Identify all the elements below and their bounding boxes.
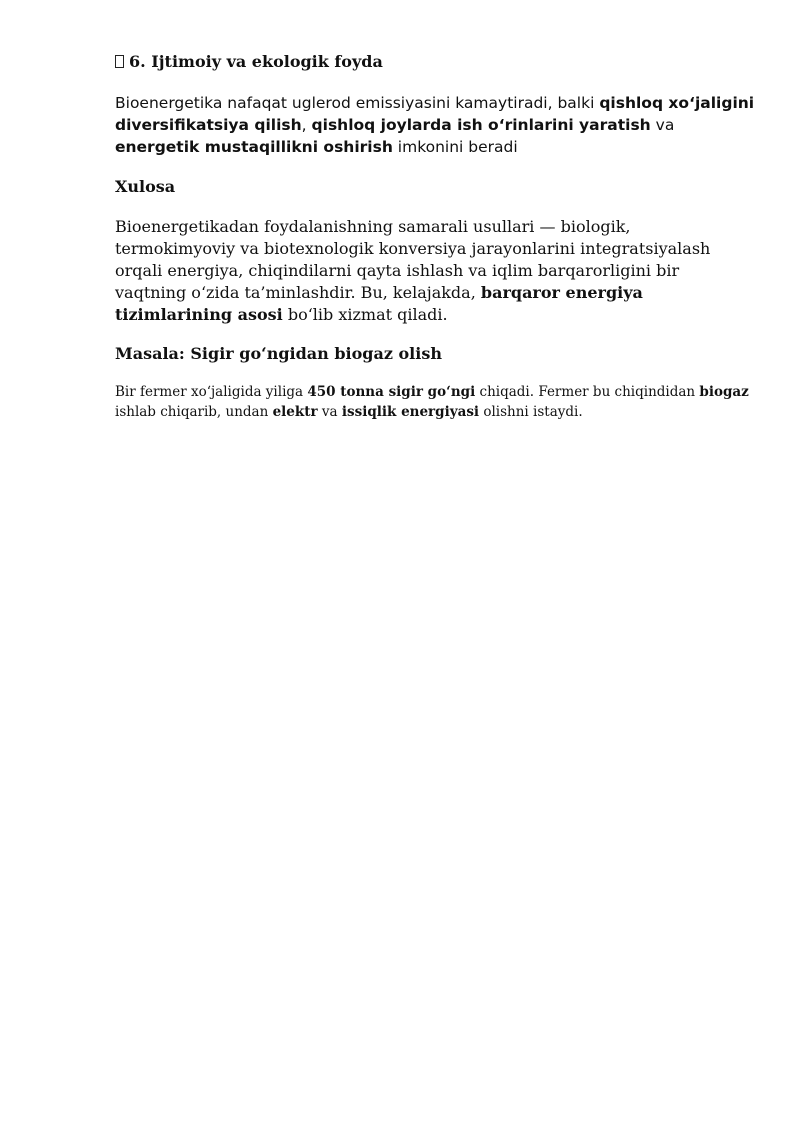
bold-run: issiqlik energiyasi (341, 404, 480, 420)
text-run: chiqadi. Fermer bu chiqindidan (475, 384, 700, 400)
conclusion-heading: Xulosa (115, 177, 176, 196)
text-run: va (317, 404, 342, 420)
bold-run: qishloq joylarda ish o‘rinlarini yaratish (311, 116, 651, 134)
section-6-paragraph (115, 92, 755, 158)
problem-heading: Masala: Sigir go‘ngidan biogaz olish (115, 344, 442, 363)
text-run: imkonini beradi (392, 138, 518, 156)
text-run: Bir fermer xo‘jaligida yiliga (115, 384, 308, 400)
text-run: Bioenergetikadan foydalanishning samarali usullari — biologik, termokimyoviy va biotexnologik konversiya jarayonlarini integratsiyalash orqali energiya, chiqindilarni qayta ishlash va iqlim barqarorligini bir vaqtning o‘zida ta’minlashdir. Bu, kelajakda, (115, 217, 711, 302)
section-6-heading-text: 6. Ijtimoiy va ekologik foyda (129, 52, 383, 71)
section-6-heading (115, 52, 383, 72)
conclusion-paragraph (115, 216, 755, 326)
bold-run: barqaror energiya tizimlarining asosi (115, 283, 643, 324)
unknown-glyph-icon (115, 55, 124, 68)
text-run: bo‘lib xizmat qiladi. (282, 305, 448, 324)
bold-run: 450 tonna sigir go‘ngi (307, 384, 476, 400)
bold-run: elektr (272, 404, 318, 420)
text-run: , (301, 116, 312, 134)
bold-run: biogaz (699, 384, 749, 400)
problem-paragraph (115, 382, 755, 422)
text-run: Bioenergetika nafaqat uglerod emissiyasini kamaytiradi, balki (115, 94, 600, 112)
bold-run: qishloq xo‘jaligini diversifikatsiya qilish (115, 94, 755, 134)
text-run: va (650, 116, 675, 134)
text-run: ishlab chiqarib, undan (115, 404, 273, 420)
text-run: olishni istaydi. (479, 404, 583, 420)
bold-run: energetik mustaqillikni oshirish (115, 138, 393, 156)
